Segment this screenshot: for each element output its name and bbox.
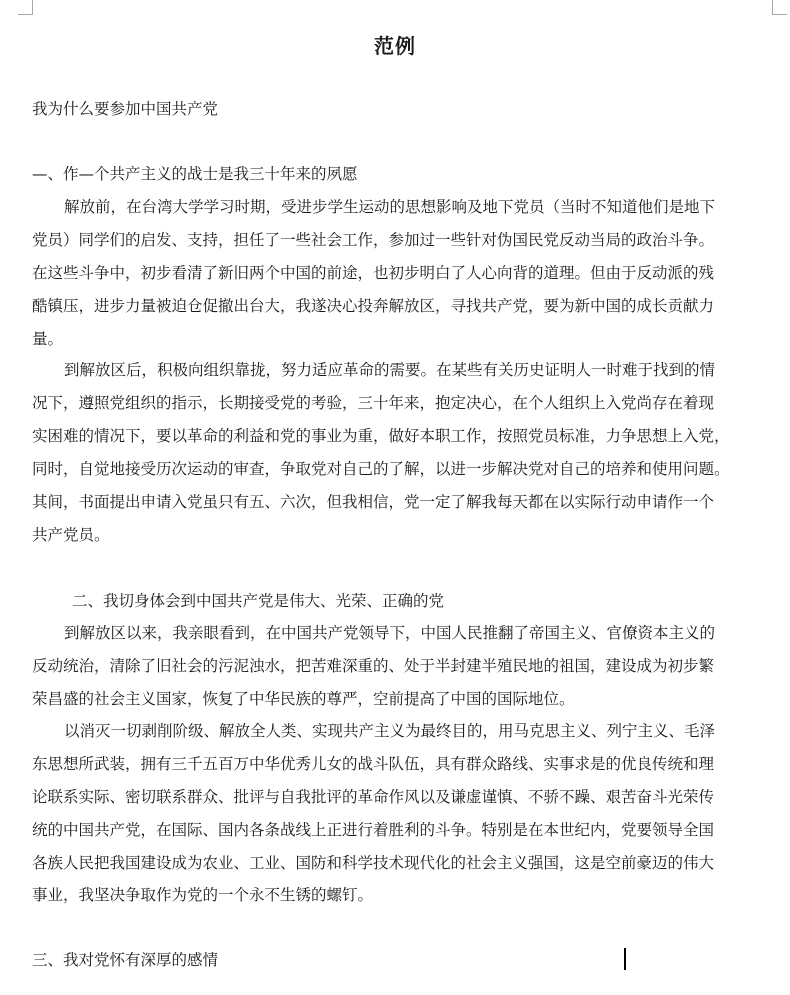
section1-p2-line: 共产党员。 <box>32 526 110 544</box>
section1-p1-line: 酷镇压，进步力量被迫仓促撤出台大，我遂决心投奔解放区，寻找共产党，要为新中国的成长贡献力 <box>32 297 715 315</box>
section2-p2-line: 东思想所武装，拥有三千五百万中华优秀儿女的战斗队伍，具有群众路线、实事求是的优良传统和理 <box>32 755 715 773</box>
section1-p2-line: 到解放区后，积极向组织靠拢，努力适应革命的需要。在某些有关历史证明人一时难于找到的情 <box>64 361 716 379</box>
section2-p2-line: 统的中国共产党，在国际、国内各条战线上正进行着胜利的斗争。特别是在本世纪内，党要领导全国 <box>32 821 715 839</box>
section1-p1-line: 量。 <box>32 330 64 348</box>
section2-p2-line: 以消灭一切剥削阶级、解放全人类、实现共产主义为最终目的，用马克思主义、列宁主义、毛泽 <box>64 722 716 740</box>
section2-p1-line: 到解放区以来，我亲眼看到，在中国共产党领导下，中国人民推翻了帝国主义、官僚资本主义的 <box>64 624 716 642</box>
document-title: 范例 <box>374 34 416 58</box>
section2-p2-line: 各族人民把我国建设成为农业、工业、国防和科学技术现代化的社会主义强国，这是空前豪迈的伟大 <box>32 854 715 872</box>
section1-p2-line: 其间，书面提出申请入党虽只有五、六次，但我相信，党一定了解我每天都在以实际行动申请作一个 <box>32 493 715 511</box>
document-subject: 我为什么要参加中国共产党 <box>32 100 219 118</box>
section2-heading: 二、我切身体会到中国共产党是伟大、光荣、正确的党 <box>72 592 445 610</box>
text-cursor[interactable] <box>624 948 626 970</box>
section2-p2-line: 论联系实际、密切联系群众、批评与自我批评的革命作风以及谦虚谨慎、不骄不躁、艰苦奋斗光荣传 <box>32 788 715 806</box>
margin-corner-mark-left <box>18 0 33 15</box>
section2-p1-line: 荣昌盛的社会主义国家，恢复了中华民族的尊严，空前提高了中国的国际地位。 <box>32 690 575 708</box>
section1-p2-line: 实困难的情况下，要以革命的利益和党的事业为重，做好本职工作，按照党员标准，力争思想上入党， <box>32 427 730 445</box>
margin-corner-mark-right <box>772 0 787 15</box>
section1-p2-line: 况下，遵照党组织的指示，长期接受党的考验，三十年来，抱定决心，在个人组织上入党尚存在着现 <box>32 394 715 412</box>
section2-p2-line: 事业，我坚决争取作为党的一个永不生锈的螺钉。 <box>32 886 374 904</box>
section1-p1-line: 在这些斗争中，初步看清了新旧两个中国的前途，也初步明白了人心向背的道理。但由于反动派的残 <box>32 264 715 282</box>
section3-heading: 三、我对党怀有深厚的感情 <box>32 951 219 969</box>
section1-p1-line: 党员）同学们的启发、支持，担任了一些社会工作，参加过一些针对伪国民党反动当局的政治斗争。 <box>32 231 715 249</box>
section2-p1-line: 反动统治，清除了旧社会的污泥浊水，把苦难深重的、处于半封建半殖民地的祖国，建设成为初步繁 <box>32 657 715 675</box>
section1-heading: —、作—个共产主义的战士是我三十年来的夙愿 <box>32 165 358 183</box>
section1-p2-line: 同时，自觉地接受历次运动的审查，争取党对自己的了解，以进一步解决党对自己的培养和使用问题。 <box>32 460 730 478</box>
section1-p1-line: 解放前，在台湾大学学习时期，受进步学生运动的思想影响及地下党员（当时不知道他们是地下 <box>64 198 716 216</box>
